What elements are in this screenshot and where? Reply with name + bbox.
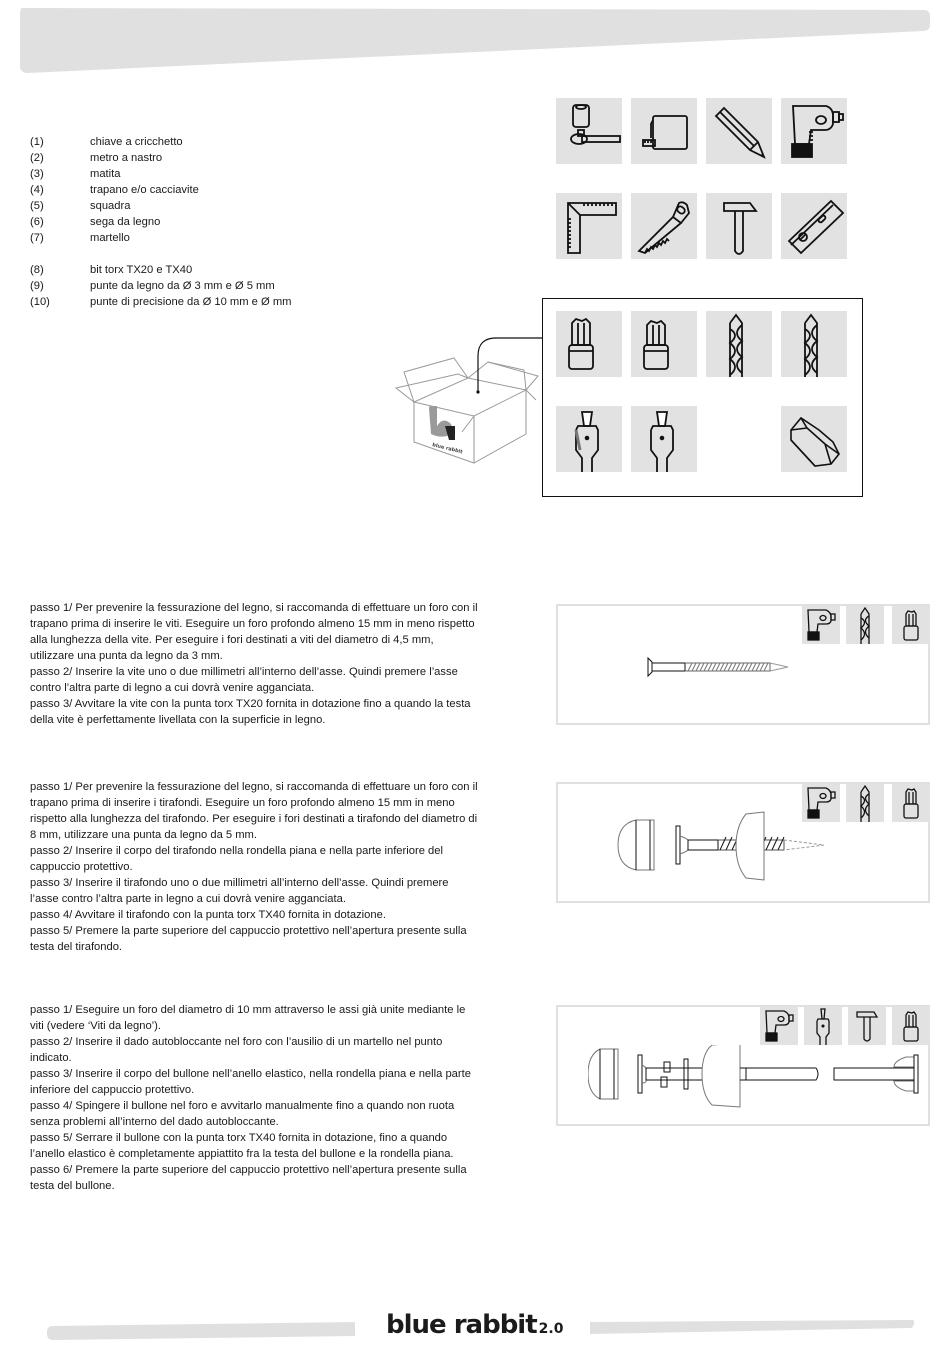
tool-list-item: (4) trapano e/o cacciavite (30, 184, 199, 196)
hammer-icon (706, 193, 772, 259)
step: passo 1/ Per prevenire la fessurazione del legno, si raccomanda di effettuare un foro con il trapano prima di inserire le viti. Eseguire un foro profondo almeno 15 mm in meno rispetto alla lunghezza della vite. Per eseguire i fori destinati a viti del diametro di 4,5 mm, utilizzare una punta da legno da 3 mm. (30, 602, 478, 662)
box-brand-label: blue rabbit (431, 442, 464, 456)
footer-bar-right (590, 1320, 915, 1338)
tool-list (30, 134, 291, 310)
wood-screw-instructions (30, 600, 480, 728)
torx-bit-tx20-icon (556, 311, 622, 377)
square-ruler-icon (556, 193, 622, 259)
lag-screw-illustration (614, 806, 834, 886)
step: passo 2/ Inserire il corpo del tirafondo nella rondella piana e nella parte inferiore del cappuccio protettivo. (30, 845, 443, 873)
step: passo 4/ Avvitare il tirafondo con la punta torx TX40 fornita in dotazione. (30, 909, 386, 921)
step: passo 3/ Inserire il tirafondo uno o due millimetri all’interno dell’asse. Quindi premere l’asse contro l’altra parte in legno a cui dovrà venire agganciata. (30, 877, 449, 905)
drill-bit-icon (846, 606, 884, 644)
bolt-diagram (556, 1005, 930, 1126)
wood-screw-illustration (642, 656, 802, 678)
tool-list-item: (2) metro a nastro (30, 152, 163, 164)
included-list-item: (9) punte da legno da Ø 3 mm e Ø 5 mm (30, 280, 275, 292)
wood-drill-bit-3mm-icon (706, 311, 772, 377)
included-list-item: (8) bit torx TX20 e TX40 (30, 264, 193, 276)
spirit-level-icon (781, 193, 847, 259)
header-band (0, 0, 950, 90)
tool-list-item: (1) chiave a cricchetto (30, 136, 183, 148)
spade-bit-10mm-icon (556, 406, 622, 472)
lag-screw-diagram (556, 782, 930, 903)
step: passo 6/ Premere la parte superiore del cappuccio protettivo nell’apertura presente sulla testa del bullone. (30, 1164, 467, 1192)
pencil-icon (706, 98, 772, 164)
step: passo 1/ Per prevenire la fessurazione del legno, si raccomanda di effettuare un foro con il trapano prima di inserire i tirafondi. Eseguire un foro profondo almeno 15 mm in meno rispetto alla lunghezza del tirafondo. Per eseguire i fori destinati a tirafondo del diametro di 8 mm, utilizzare una punta da legno da 5 mm. (30, 781, 478, 841)
ratchet-wrench-icon (556, 98, 622, 164)
footer-bar-left (47, 1322, 357, 1342)
saw-icon (631, 193, 697, 259)
included-list-item: (10) punte di precisione da Ø 10 mm e Ø mm (30, 296, 292, 308)
wood-drill-bit-5mm-icon (781, 311, 847, 377)
hammer-icon (848, 1007, 886, 1045)
spade-bit-icon (804, 1007, 842, 1045)
drill-icon (781, 98, 847, 164)
step: passo 2/ Inserire la vite uno o due millimetri all’interno dell’asse. Quindi premere l’asse contro l’altra parte di legno a cui dovrà venire agganciata. (30, 666, 458, 694)
bolt-instructions (30, 1002, 480, 1194)
step: passo 1/ Eseguire un foro del diametro di 10 mm attraverso le assi già unite mediante le viti (vedere ‘Viti da legno’). (30, 1004, 466, 1032)
torx-bit-icon (892, 606, 930, 644)
tool-list-item: (5) squadra (30, 200, 131, 212)
drill-icon (760, 1007, 798, 1045)
step: passo 3/ Avvitare la vite con la punta torx TX20 fornita in dotazione fino a quando la testa della vite è perfettamente livellata con la superficie in legno. (30, 698, 471, 726)
drill-bit-icon (846, 784, 884, 822)
torx-bit-tx40-icon (631, 311, 697, 377)
step: passo 5/ Serrare il bullone con la punta torx TX40 fornita in dotazione, fino a quando l’anello elastico è completamente appiattito fra la testa del bullone e la rondella piana. (30, 1132, 454, 1160)
tape-measure-icon (631, 98, 697, 164)
torx-bit-icon (892, 784, 930, 822)
bolt-assembly-illustration (588, 1045, 928, 1125)
spade-bit-icon (631, 406, 697, 472)
lag-screw-instructions (30, 779, 480, 955)
step: passo 4/ Spingere il bullone nel foro e avvitarlo manualmente fino a quando non ruota senza problemi all’interno del dado autobloccante. (30, 1100, 455, 1128)
packaging-box-illustration (392, 330, 552, 470)
drill-icon (802, 606, 840, 644)
tool-list-item: (6) sega da legno (30, 216, 161, 228)
hex-nut-icon (781, 406, 847, 472)
torx-bit-icon (892, 1007, 930, 1045)
step: passo 2/ Inserire il dado autobloccante nel foro con l’ausilio di un martello nel punto indicato. (30, 1036, 443, 1064)
step: passo 5/ Premere la parte superiore del cappuccio protettivo nell’apertura presente sulla testa del tirafondo. (30, 925, 467, 953)
tool-list-item: (3) matita (30, 168, 121, 180)
tool-list-item: (7) martello (30, 232, 130, 244)
wood-screw-diagram (556, 604, 930, 725)
footer-brand-logo: blue rabbit 2.0 (386, 1310, 564, 1340)
step: passo 3/ Inserire il corpo del bullone nell’anello elastico, nella rondella piana e nella parte inferiore del cappuccio protettivo. (30, 1068, 471, 1096)
